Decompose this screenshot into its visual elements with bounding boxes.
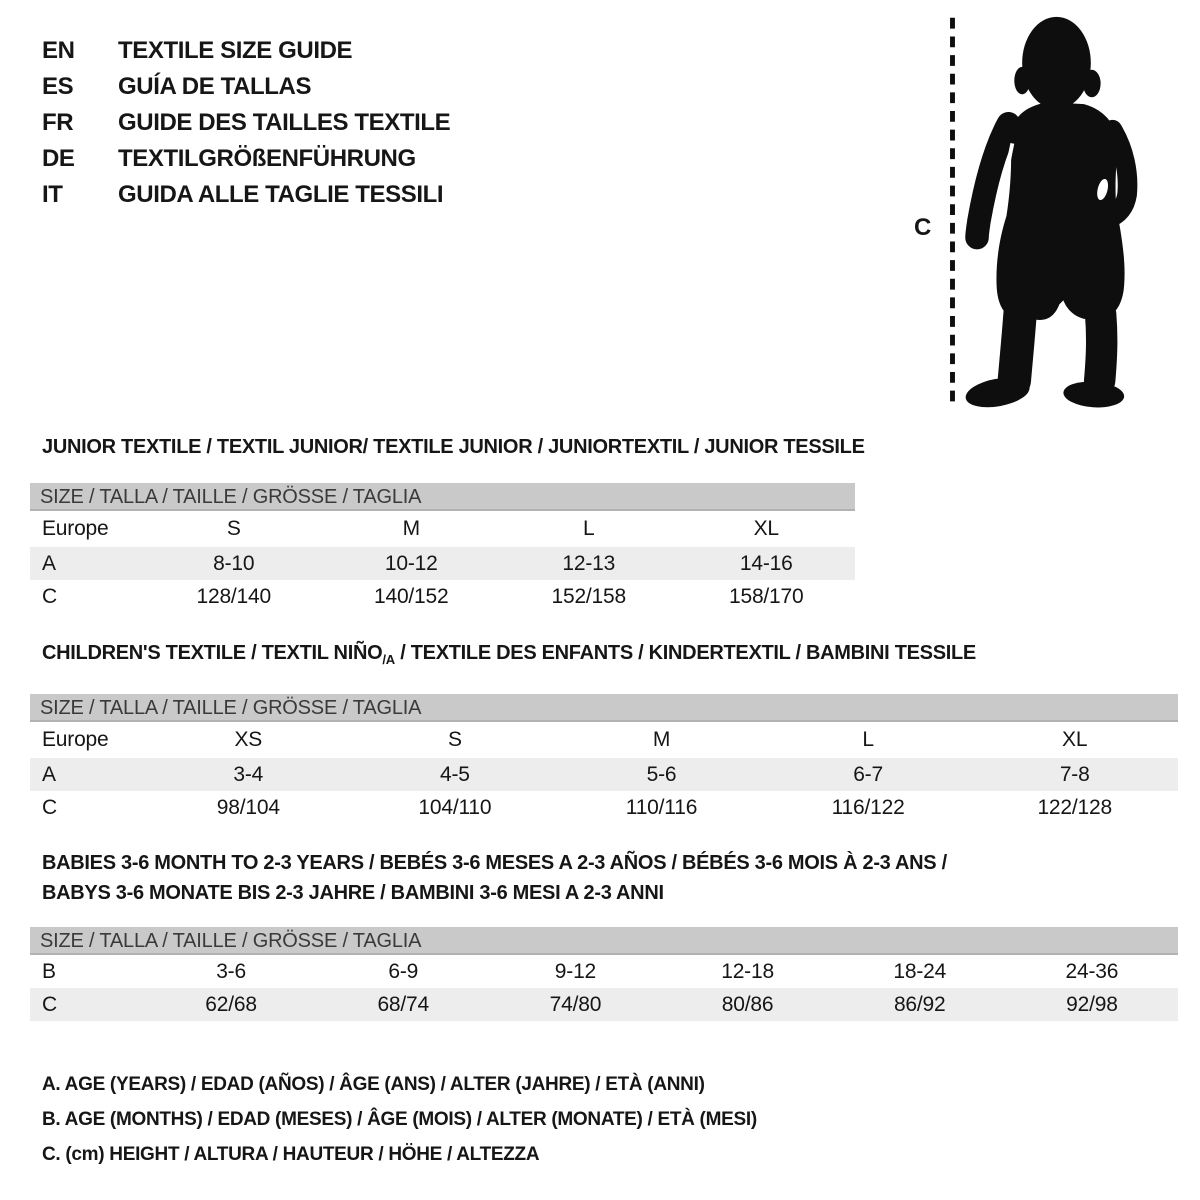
title-segment: BABYS 3-6 MONATE BIS 2-3 JAHRE / BAMBINI 3-6 MESI A 2-3 ANNI <box>42 882 664 904</box>
value-cell: 158/170 <box>728 584 804 608</box>
value-cell: 128/140 <box>196 584 271 608</box>
value-cell: 80/86 <box>721 992 774 1016</box>
table-row <box>30 580 855 613</box>
note-line: A. AGE (YEARS) / EDAD (AÑOS) / ÂGE (ANS) / ALTER (JAHRE) / ETÀ (ANNI) <box>42 1074 705 1095</box>
row-label-cell: A <box>42 551 56 575</box>
language-label: GUIDA ALLE TAGLIE TESSILI <box>118 181 444 208</box>
size-header-band: SIZE / TALLA / TAILLE / GRÖSSE / TAGLIA <box>30 483 855 511</box>
value-cell: M <box>402 517 420 540</box>
section-title <box>30 848 1178 878</box>
section-children <box>30 638 1178 824</box>
value-cell: 6-7 <box>853 762 883 786</box>
size-table <box>30 927 1178 1021</box>
title-segment: / TEXTILE DES ENFANTS / KINDERTEXTIL / BAMBINI TESSILE <box>394 642 976 664</box>
value-cell: 5-6 <box>646 762 677 786</box>
value-cell: 152/158 <box>551 584 626 608</box>
title-segment: JUNIOR TEXTILE / TEXTIL JUNIOR/ TEXTILE JUNIOR / JUNIORTEXTIL / JUNIOR TESSILE <box>42 436 865 458</box>
value-cell: 12-13 <box>562 551 616 575</box>
table-row <box>30 955 1178 988</box>
value-cell: 6-9 <box>388 959 419 983</box>
size-table <box>30 694 1178 824</box>
row-label-cell: C <box>42 795 57 819</box>
baby-silhouette <box>963 17 1127 412</box>
note-line: B. AGE (MONTHS) / EDAD (MESES) / ÂGE (MOIS) / ALTER (MONATE) / ETÀ (MESI) <box>42 1109 757 1130</box>
value-cell: 4-5 <box>440 762 470 786</box>
legend-notes <box>42 1067 757 1172</box>
title-segment: BABIES 3-6 MONTH TO 2-3 YEARS / BEBÉS 3-6 MESES A 2-3 AÑOS / BÉBÉS 3-6 MOIS À 2-3 ANS / <box>42 852 947 874</box>
size-table <box>30 483 855 613</box>
value-cell: 98/104 <box>216 795 280 819</box>
row-label-cell: Europe <box>42 728 109 751</box>
language-list <box>42 33 450 213</box>
value-cell: 18-24 <box>893 959 947 983</box>
size-header-band: SIZE / TALLA / TAILLE / GRÖSSE / TAGLIA <box>30 694 1178 722</box>
language-label: GUÍA DE TALLAS <box>118 73 312 100</box>
value-cell: XL <box>753 517 779 540</box>
value-cell: S <box>226 517 241 540</box>
language-label: GUIDE DES TAILLES TEXTILE <box>118 109 451 136</box>
language-label: TEXTILGRÖßENFÜHRUNG <box>118 145 416 172</box>
language-label: TEXTILE SIZE GUIDE <box>118 37 353 64</box>
value-cell: 14-16 <box>739 551 793 575</box>
table-row <box>30 722 1178 758</box>
value-cell: 104/110 <box>418 795 492 819</box>
measure-c-label: C <box>914 214 932 241</box>
title-segment: /A <box>382 652 395 667</box>
value-cell: S <box>447 728 462 751</box>
language-code: ES <box>42 73 74 100</box>
value-cell: 116/122 <box>831 795 905 819</box>
value-cell: 86/92 <box>893 992 946 1016</box>
language-code: FR <box>42 109 74 136</box>
row-label-cell: Europe <box>42 517 109 540</box>
baby-figure-svg <box>905 8 1155 423</box>
value-cell: XS <box>234 728 263 751</box>
table-row <box>30 988 1178 1021</box>
note-line: C. (cm) HEIGHT / ALTURA / HAUTEUR / HÖHE / ALTEZZA <box>42 1144 540 1165</box>
table-row <box>30 511 855 547</box>
value-cell: XL <box>1062 728 1088 751</box>
row-label-cell: B <box>42 959 56 983</box>
value-cell: 140/152 <box>373 584 449 608</box>
value-cell: L <box>862 728 874 751</box>
value-cell: 10-12 <box>384 551 438 575</box>
language-code: IT <box>42 181 63 208</box>
value-cell: 68/74 <box>377 992 430 1016</box>
section-title <box>30 638 1178 670</box>
value-cell: 62/68 <box>205 992 257 1016</box>
value-cell: 24-36 <box>1065 959 1119 983</box>
language-row <box>42 105 450 141</box>
table-row <box>30 758 1178 791</box>
value-cell: 122/128 <box>1037 795 1112 819</box>
value-cell: M <box>652 728 671 751</box>
value-cell: L <box>583 517 595 540</box>
value-cell: 8-10 <box>213 551 255 575</box>
row-label-cell: A <box>42 762 56 786</box>
value-cell: 12-18 <box>721 959 774 983</box>
value-cell: 3-6 <box>216 959 246 983</box>
section-junior <box>30 432 865 613</box>
section-title <box>30 432 865 462</box>
language-row <box>42 177 450 213</box>
value-cell: 110/116 <box>625 795 698 819</box>
value-cell: 7-8 <box>1059 762 1090 786</box>
table-row <box>30 547 855 580</box>
value-cell: 74/80 <box>549 992 602 1016</box>
size-header-band: SIZE / TALLA / TAILLE / GRÖSSE / TAGLIA <box>30 927 1178 955</box>
section-babies <box>30 848 1178 1021</box>
row-label-cell: C <box>42 992 57 1016</box>
row-label-cell: C <box>42 584 57 608</box>
title-segment: CHILDREN'S TEXTILE / TEXTIL NIÑO <box>42 642 383 664</box>
value-cell: 3-4 <box>233 762 264 786</box>
language-row <box>42 69 450 105</box>
language-row <box>42 33 450 69</box>
language-code: DE <box>42 145 75 172</box>
value-cell: 92/98 <box>1066 992 1118 1016</box>
table-row <box>30 791 1178 824</box>
value-cell: 9-12 <box>554 959 597 983</box>
section-title <box>30 878 1178 908</box>
language-row <box>42 141 450 177</box>
language-code: EN <box>42 37 75 64</box>
